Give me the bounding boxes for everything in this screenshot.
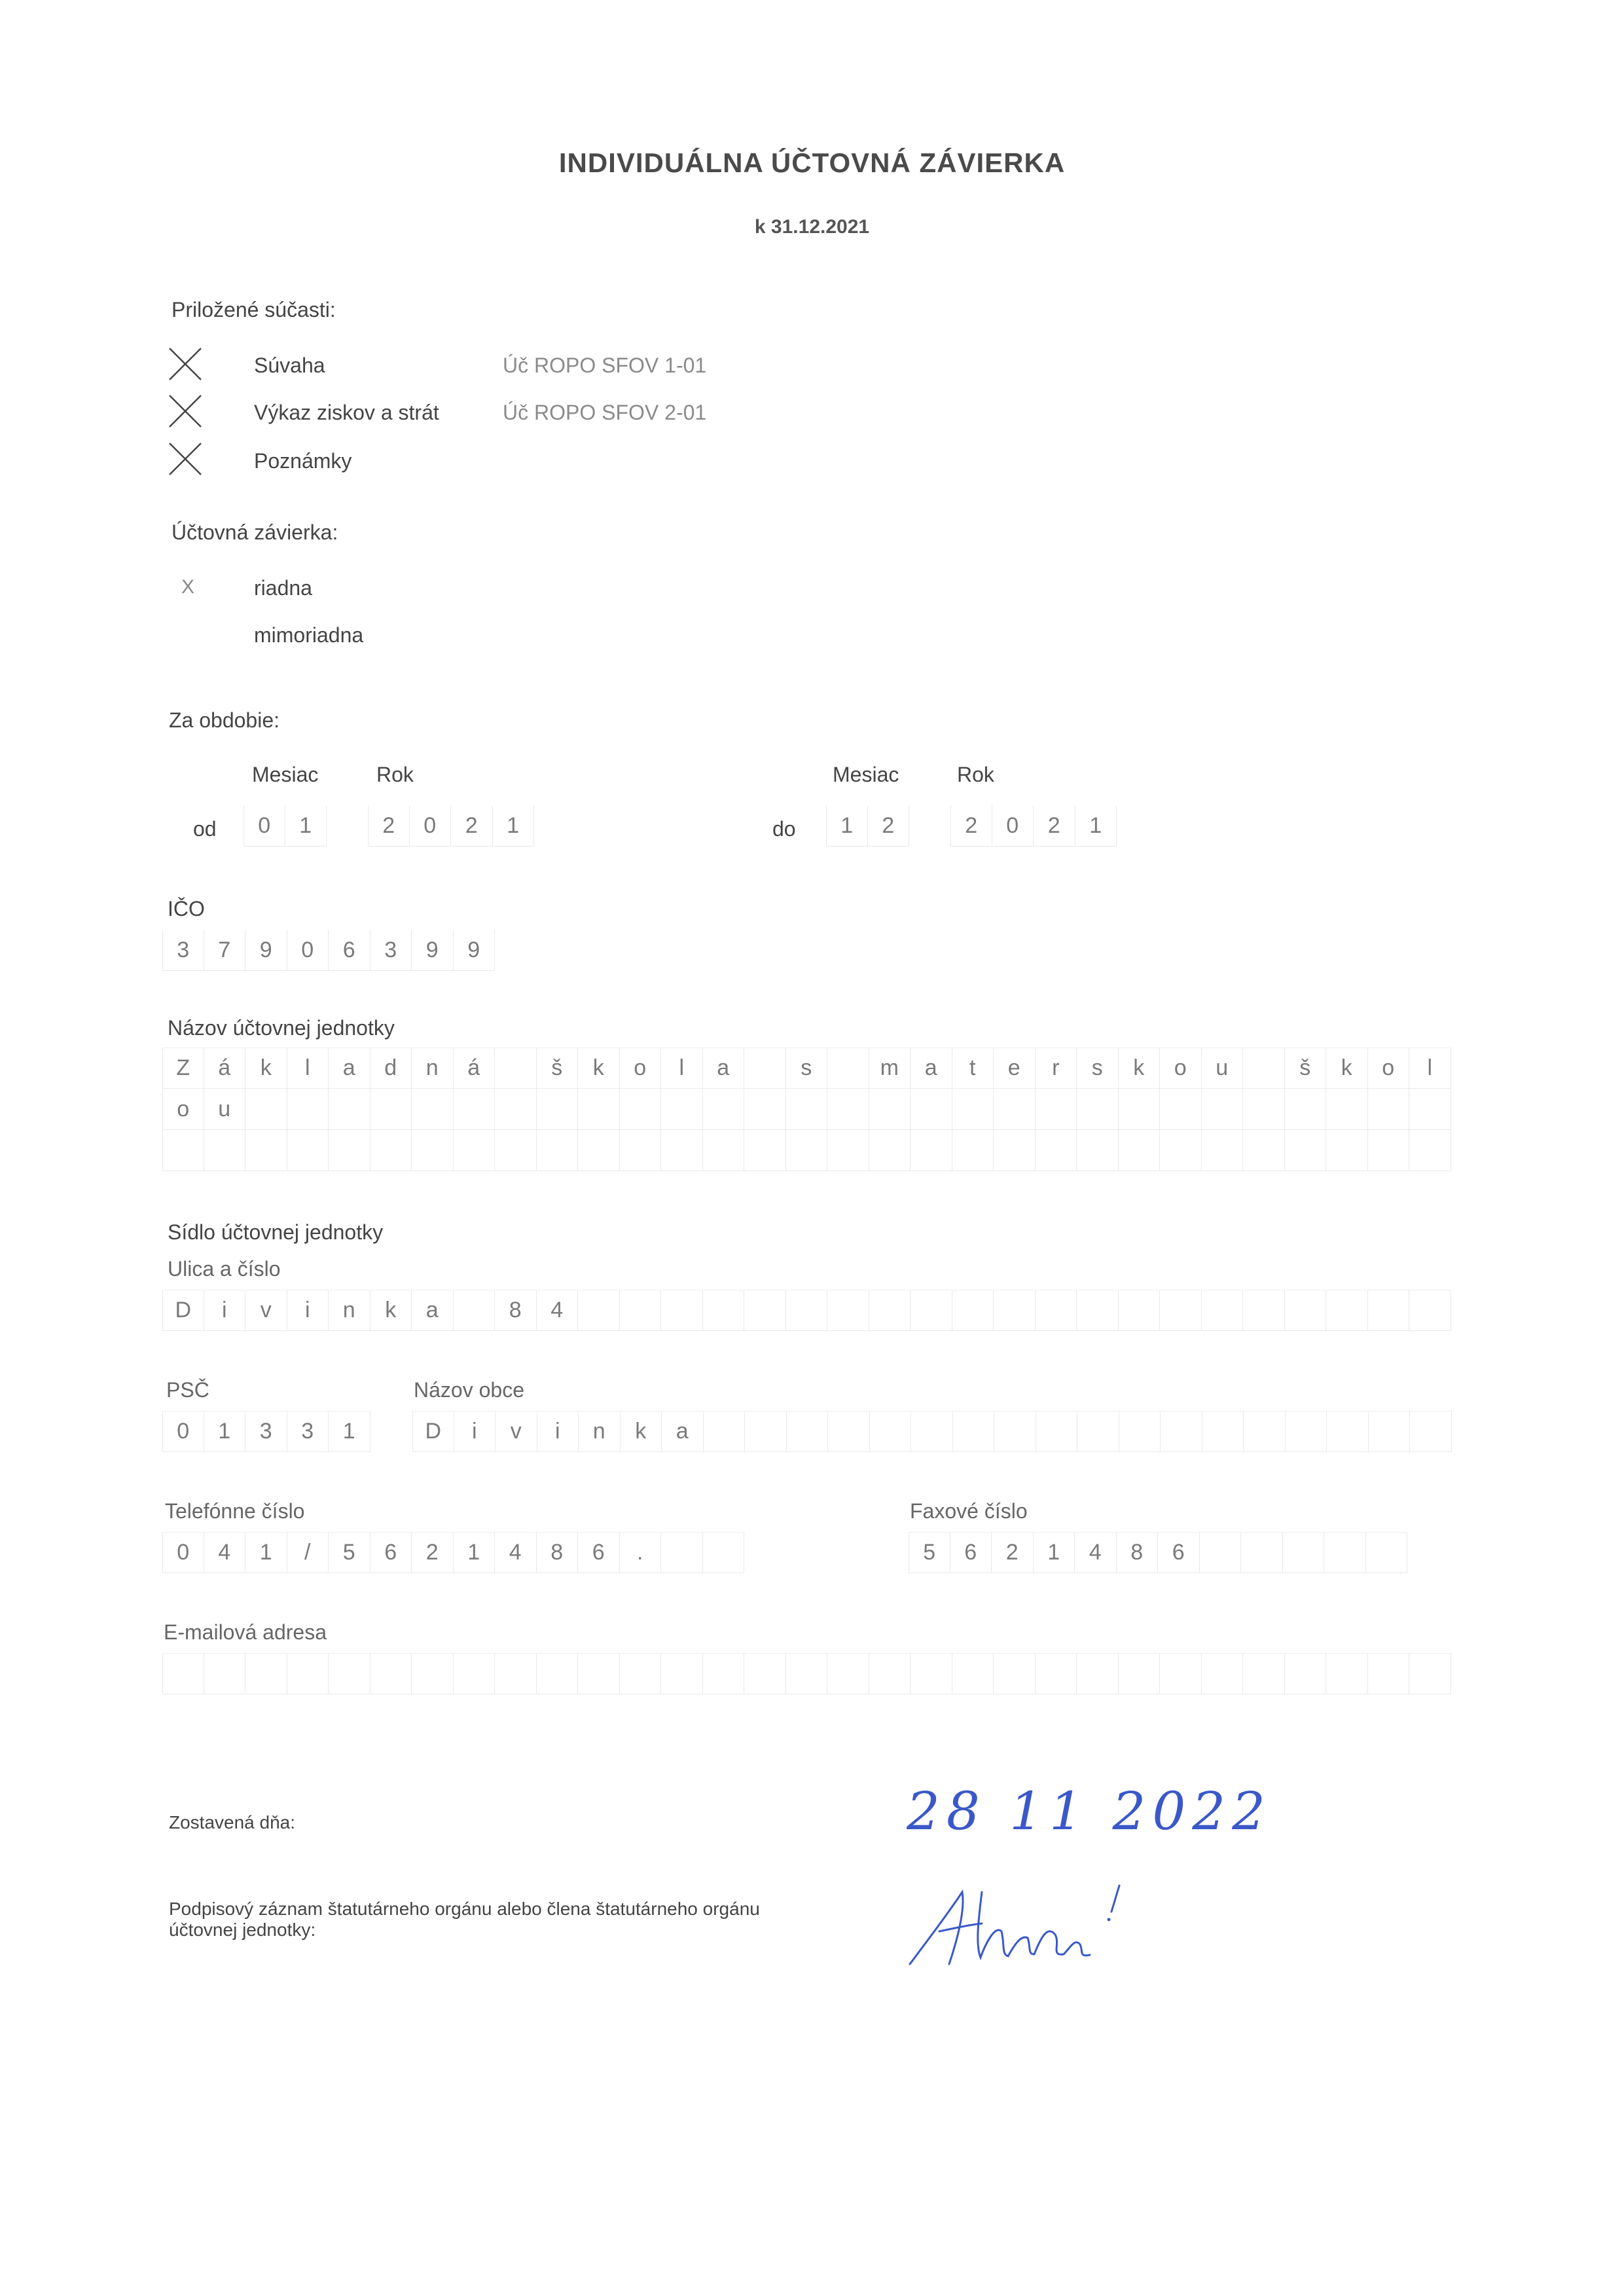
char-cell: [454, 1130, 496, 1171]
char-cell: m: [869, 1048, 911, 1089]
char-cell: D: [412, 1411, 454, 1452]
char-cell: [454, 1290, 496, 1331]
char-cell: i: [287, 1290, 329, 1331]
address-label: Sídlo účtovnej jednotky: [168, 1220, 384, 1244]
char-cell: [1244, 1411, 1286, 1452]
char-cell: u: [1202, 1048, 1244, 1089]
char-cell: [578, 1290, 620, 1331]
digit-cell: 0: [244, 805, 285, 847]
char-cell: [911, 1411, 953, 1452]
char-cell: [911, 1653, 952, 1694]
char-cell: [1369, 1411, 1411, 1452]
char-cell: .: [620, 1532, 662, 1573]
char-cell: [1202, 1653, 1244, 1694]
char-cell: [578, 1653, 620, 1694]
char-cell: 0: [162, 1532, 204, 1573]
char-cell: [994, 1089, 1036, 1130]
char-cell: k: [370, 1290, 412, 1331]
char-cell: 8: [537, 1532, 579, 1573]
char-cell: 1: [245, 1532, 287, 1573]
signature: [903, 1872, 1139, 1977]
char-cell: [994, 1653, 1036, 1694]
char-cell: [1202, 1411, 1244, 1452]
ico-field[interactable]: [162, 930, 495, 971]
char-cell: 2: [992, 1532, 1034, 1573]
compiled-date-value: 28 11 2022: [907, 1781, 1272, 1842]
char-cell: [245, 1653, 287, 1694]
char-cell: 1: [204, 1411, 246, 1452]
attachments-label: Priložené súčasti:: [171, 298, 336, 321]
char-cell: [1409, 1089, 1451, 1130]
char-cell: [745, 1411, 787, 1452]
char-cell: n: [329, 1290, 370, 1331]
char-cell: d: [370, 1048, 412, 1089]
char-cell: [661, 1089, 703, 1130]
char-cell: [994, 1411, 1036, 1452]
psc-label: PSČ: [166, 1378, 209, 1402]
char-cell: i: [537, 1411, 579, 1452]
char-cell: [162, 1130, 204, 1171]
char-cell: t: [952, 1048, 994, 1089]
char-cell: [1285, 1653, 1327, 1694]
char-cell: [1160, 1089, 1202, 1130]
city-label: Názov obce: [414, 1378, 524, 1402]
char-cell: [952, 1290, 994, 1331]
char-cell: [827, 1653, 869, 1694]
char-cell: [1410, 1411, 1452, 1452]
char-cell: [869, 1089, 911, 1130]
char-cell: [495, 1089, 537, 1130]
char-cell: 0: [162, 1411, 204, 1452]
char-cell: [703, 1130, 745, 1171]
char-cell: [329, 1089, 370, 1130]
char-cell: [620, 1089, 662, 1130]
char-cell: š: [537, 1048, 579, 1089]
char-cell: [869, 1653, 911, 1694]
period-to-label: do: [772, 817, 796, 841]
char-cell: 1: [454, 1532, 496, 1573]
char-cell: [1327, 1411, 1369, 1452]
char-cell: l: [287, 1048, 329, 1089]
char-cell: a: [911, 1048, 952, 1089]
char-cell: [287, 1089, 329, 1130]
char-cell: o: [620, 1048, 662, 1089]
char-cell: [245, 1130, 287, 1171]
char-cell: [1368, 1130, 1410, 1171]
char-cell: k: [245, 1048, 287, 1089]
signature-label-line2: účtovnej jednotky:: [169, 1920, 316, 1940]
attachment-vykaz-code: Úč ROPO SFOV 2-01: [503, 401, 707, 424]
char-cell: [245, 1089, 287, 1130]
char-cell: 6: [1158, 1532, 1200, 1573]
char-cell: [620, 1130, 662, 1171]
document-title: INDIVIDUÁLNA ÚČTOVNÁ ZÁVIERKA: [558, 147, 1066, 178]
to-month-field[interactable]: [826, 805, 909, 847]
period-from-year-label: Rok: [376, 763, 414, 786]
char-cell: Z: [162, 1048, 204, 1089]
attachment-suvaha-label: Súvaha: [254, 354, 325, 377]
fax-label: Faxové číslo: [910, 1499, 1028, 1523]
digit-cell: 2: [1034, 805, 1075, 847]
char-cell: [1326, 1089, 1368, 1130]
char-cell: [827, 1290, 869, 1331]
char-cell: [661, 1653, 703, 1694]
char-cell: [1077, 1411, 1119, 1452]
char-cell: [786, 1089, 828, 1130]
char-cell: [703, 1653, 745, 1694]
from-month-field[interactable]: [244, 805, 327, 847]
char-cell: [1243, 1048, 1285, 1089]
char-cell: [1241, 1532, 1283, 1573]
char-cell: [1326, 1290, 1368, 1331]
char-cell: [1036, 1089, 1077, 1130]
char-cell: [1243, 1290, 1285, 1331]
char-cell: [911, 1089, 952, 1130]
char-cell: s: [786, 1048, 828, 1089]
char-cell: [1077, 1653, 1119, 1694]
digit-cell: 1: [826, 805, 868, 847]
period-to-month-label: Mesiac: [833, 763, 899, 786]
char-cell: [287, 1130, 329, 1171]
char-cell: 8: [495, 1290, 537, 1331]
char-cell: n: [579, 1411, 621, 1452]
digit-cell: 3: [370, 930, 412, 971]
char-cell: a: [662, 1411, 704, 1452]
char-cell: [703, 1290, 745, 1331]
digit-cell: 2: [950, 805, 992, 847]
char-cell: k: [578, 1048, 620, 1089]
char-cell: [1119, 1290, 1161, 1331]
period-to-year-label: Rok: [957, 763, 994, 786]
char-cell: [1077, 1089, 1119, 1130]
attachment-suvaha-code: Úč ROPO SFOV 1-01: [503, 354, 707, 377]
digit-cell: 2: [368, 805, 410, 847]
char-cell: v: [496, 1411, 537, 1452]
checkbox-mimoriadna[interactable]: [171, 618, 204, 651]
char-cell: [329, 1130, 370, 1171]
char-cell: 3: [287, 1411, 329, 1452]
char-cell: š: [1285, 1048, 1327, 1089]
char-cell: [952, 1653, 994, 1694]
char-cell: [1285, 1130, 1327, 1171]
char-cell: [786, 1130, 828, 1171]
char-cell: [620, 1653, 662, 1694]
char-cell: [952, 1130, 994, 1171]
closing-type-label: Účtovná závierka:: [171, 520, 338, 544]
closing-mimoriadna-label: mimoriadna: [254, 623, 364, 647]
char-cell: n: [412, 1048, 454, 1089]
char-cell: o: [162, 1089, 204, 1130]
email-field[interactable]: [162, 1653, 1451, 1694]
char-cell: [1366, 1532, 1408, 1573]
char-cell: [329, 1653, 370, 1694]
digit-cell: 1: [285, 805, 327, 847]
char-cell: [827, 1089, 869, 1130]
period-from-month-label: Mesiac: [252, 763, 319, 786]
digit-cell: 9: [412, 930, 454, 971]
char-cell: [786, 1653, 828, 1694]
digit-cell: 7: [204, 930, 246, 971]
char-cell: a: [703, 1048, 745, 1089]
char-cell: [703, 1532, 745, 1573]
char-cell: 4: [204, 1532, 246, 1573]
char-cell: k: [621, 1411, 662, 1452]
char-cell: a: [412, 1290, 454, 1331]
char-cell: k: [1119, 1048, 1161, 1089]
char-cell: [1243, 1089, 1285, 1130]
char-cell: D: [162, 1290, 204, 1331]
char-cell: [1243, 1130, 1285, 1171]
char-cell: l: [1409, 1048, 1451, 1089]
char-cell: [911, 1290, 952, 1331]
digit-cell: 0: [410, 805, 452, 847]
char-cell: 5: [909, 1532, 950, 1573]
char-cell: [370, 1130, 412, 1171]
char-cell: [994, 1130, 1036, 1171]
signature-label-line1: Podpisový záznam štatutárneho orgánu alebo člena štatutárneho orgánu: [169, 1899, 760, 1919]
char-cell: [1368, 1089, 1410, 1130]
digit-cell: 0: [992, 805, 1034, 847]
fax-field[interactable]: [909, 1532, 1407, 1573]
attachment-poznamky-label: Poznámky: [254, 449, 352, 473]
city-field[interactable]: [412, 1411, 1452, 1452]
char-cell: [1160, 1130, 1202, 1171]
char-cell: [744, 1653, 786, 1694]
to-year-field[interactable]: [950, 805, 1117, 847]
char-cell: o: [1368, 1048, 1410, 1089]
char-cell: [412, 1089, 454, 1130]
char-cell: [1202, 1089, 1244, 1130]
char-cell: [704, 1411, 746, 1452]
char-cell: s: [1077, 1048, 1119, 1089]
char-cell: u: [204, 1089, 246, 1130]
char-cell: [828, 1411, 870, 1452]
char-cell: [578, 1130, 620, 1171]
char-cell: [1286, 1411, 1327, 1452]
document-date: k 31.12.2021: [754, 216, 870, 238]
compiled-date-label: Zostavená dňa:: [169, 1812, 296, 1832]
char-cell: i: [454, 1411, 496, 1452]
char-cell: 4: [537, 1290, 579, 1331]
char-cell: [495, 1653, 537, 1694]
char-cell: [204, 1653, 246, 1694]
char-cell: k: [1326, 1048, 1368, 1089]
checkbox-suvaha[interactable]: [167, 346, 204, 382]
char-cell: [412, 1653, 454, 1694]
char-cell: [703, 1089, 745, 1130]
char-cell: [1285, 1089, 1327, 1130]
checkbox-riadna[interactable]: X: [181, 576, 194, 598]
char-cell: [1119, 1130, 1161, 1171]
char-cell: [1036, 1411, 1078, 1452]
period-from-label: od: [193, 817, 217, 841]
char-cell: [1202, 1290, 1244, 1331]
entity-name-label: Názov účtovnej jednotky: [168, 1016, 395, 1040]
from-year-field[interactable]: [368, 805, 534, 847]
char-cell: [870, 1411, 912, 1452]
ico-label: IČO: [168, 897, 205, 920]
phone-label: Telefónne číslo: [165, 1499, 305, 1523]
period-label: Za obdobie:: [169, 708, 280, 732]
char-cell: 4: [495, 1532, 537, 1573]
char-cell: [537, 1130, 579, 1171]
char-cell: i: [204, 1290, 246, 1331]
char-cell: [620, 1290, 662, 1331]
char-cell: [1409, 1653, 1451, 1694]
checkbox-poznamky[interactable]: [167, 441, 204, 477]
char-cell: [454, 1653, 496, 1694]
char-cell: 4: [1075, 1532, 1117, 1573]
char-cell: [1243, 1653, 1285, 1694]
char-cell: [1036, 1290, 1077, 1331]
char-cell: [1368, 1290, 1410, 1331]
char-cell: [1077, 1130, 1119, 1171]
char-cell: [827, 1130, 869, 1171]
char-cell: [787, 1411, 829, 1452]
digit-cell: 9: [454, 930, 496, 971]
char-cell: [1324, 1532, 1366, 1573]
char-cell: [578, 1089, 620, 1130]
char-cell: /: [287, 1532, 329, 1573]
char-cell: á: [454, 1048, 496, 1089]
char-cell: [454, 1089, 496, 1130]
char-cell: [1036, 1653, 1077, 1694]
char-cell: [412, 1130, 454, 1171]
char-cell: o: [1160, 1048, 1202, 1089]
digit-cell: 2: [451, 805, 493, 847]
digit-cell: 9: [245, 930, 287, 971]
char-cell: [1409, 1290, 1451, 1331]
char-cell: [1326, 1653, 1368, 1694]
char-cell: 8: [1117, 1532, 1159, 1573]
char-cell: [1119, 1411, 1161, 1452]
char-cell: [1285, 1290, 1327, 1331]
digit-cell: 3: [162, 930, 204, 971]
char-cell: 6: [950, 1532, 992, 1573]
char-cell: 6: [578, 1532, 620, 1573]
char-cell: [869, 1290, 911, 1331]
char-cell: [952, 1089, 994, 1130]
char-cell: 2: [412, 1532, 454, 1573]
char-cell: [994, 1290, 1036, 1331]
char-cell: 1: [329, 1411, 370, 1452]
char-cell: [1119, 1653, 1161, 1694]
char-cell: [661, 1532, 703, 1573]
psc-field[interactable]: [162, 1411, 370, 1452]
char-cell: [911, 1130, 952, 1171]
street-field[interactable]: [162, 1290, 1451, 1331]
digit-cell: 2: [868, 805, 910, 847]
char-cell: [1200, 1532, 1242, 1573]
char-cell: 3: [245, 1411, 287, 1452]
char-cell: [537, 1089, 579, 1130]
char-cell: [495, 1048, 537, 1089]
char-cell: [1202, 1130, 1244, 1171]
digit-cell: 6: [329, 930, 370, 971]
char-cell: [537, 1653, 579, 1694]
char-cell: [744, 1130, 786, 1171]
char-cell: [744, 1048, 786, 1089]
char-cell: [1161, 1411, 1202, 1452]
char-cell: l: [661, 1048, 703, 1089]
email-label: E-mailová adresa: [164, 1620, 327, 1644]
char-cell: [1283, 1532, 1325, 1573]
char-cell: [1077, 1290, 1119, 1331]
char-cell: [744, 1089, 786, 1130]
char-cell: a: [329, 1048, 370, 1089]
char-cell: [287, 1653, 329, 1694]
char-cell: [1409, 1130, 1451, 1171]
char-cell: [953, 1411, 995, 1452]
char-cell: v: [245, 1290, 287, 1331]
char-cell: 1: [1034, 1532, 1075, 1573]
char-cell: [1368, 1653, 1410, 1694]
street-label: Ulica a číslo: [168, 1257, 281, 1281]
char-cell: á: [204, 1048, 246, 1089]
char-cell: [827, 1048, 869, 1089]
char-cell: [495, 1130, 537, 1171]
digit-cell: 1: [1075, 805, 1117, 847]
char-cell: e: [994, 1048, 1036, 1089]
char-cell: [370, 1653, 412, 1694]
char-cell: [661, 1290, 703, 1331]
char-cell: r: [1036, 1048, 1077, 1089]
char-cell: [661, 1130, 703, 1171]
char-cell: [1036, 1130, 1077, 1171]
digit-cell: 0: [287, 930, 329, 971]
checkbox-vykaz[interactable]: [167, 393, 204, 429]
attachment-vykaz-label: Výkaz ziskov a strát: [254, 401, 439, 424]
char-cell: [162, 1653, 204, 1694]
char-cell: [1326, 1130, 1368, 1171]
closing-riadna-label: riadna: [254, 576, 312, 600]
char-cell: [786, 1290, 828, 1331]
char-cell: [1160, 1290, 1202, 1331]
char-cell: [370, 1089, 412, 1130]
char-cell: [744, 1290, 786, 1331]
char-cell: [1119, 1089, 1161, 1130]
char-cell: [204, 1130, 246, 1171]
entity-name-field[interactable]: [162, 1048, 1451, 1171]
char-cell: [869, 1130, 911, 1171]
char-cell: 6: [370, 1532, 412, 1573]
phone-field[interactable]: [162, 1532, 744, 1573]
char-cell: [1160, 1653, 1202, 1694]
char-cell: 5: [329, 1532, 370, 1573]
digit-cell: 1: [493, 805, 535, 847]
